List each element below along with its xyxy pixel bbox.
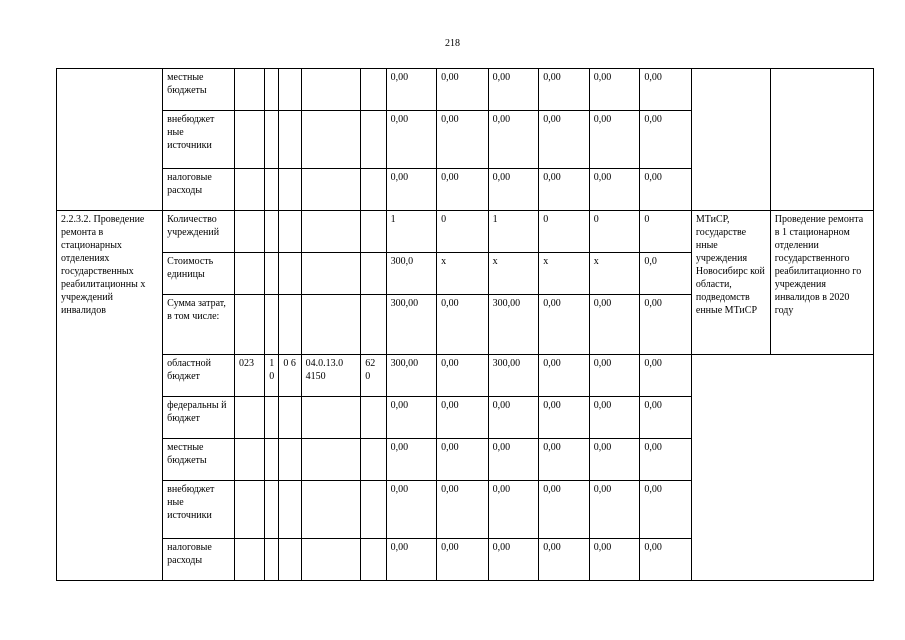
budget-code-cell xyxy=(361,539,386,581)
budget-code-cell xyxy=(279,69,301,111)
value-cell: 0,00 xyxy=(437,295,489,355)
budget-code-cell xyxy=(301,69,361,111)
value-cell: 0,00 xyxy=(589,355,640,397)
budget-code-cell xyxy=(279,253,301,295)
value-cell: 0,00 xyxy=(488,69,539,111)
budget-code-cell xyxy=(265,253,279,295)
value-cell: 0,00 xyxy=(437,69,489,111)
value-cell: 0,00 xyxy=(640,69,692,111)
value-cell: x xyxy=(589,253,640,295)
budget-code-cell xyxy=(301,397,361,439)
budget-code-cell xyxy=(361,253,386,295)
executor-result-empty-cell xyxy=(691,355,873,581)
value-cell: 0,00 xyxy=(386,439,437,481)
value-cell: 0,00 xyxy=(589,539,640,581)
value-cell: 0,00 xyxy=(589,295,640,355)
value-cell: 0 xyxy=(437,211,489,253)
budget-code-cell xyxy=(265,69,279,111)
budget-code-cell xyxy=(279,295,301,355)
budget-code-cell xyxy=(234,169,264,211)
value-cell: 0 xyxy=(640,211,692,253)
value-cell: 0,00 xyxy=(437,439,489,481)
value-cell: 0,00 xyxy=(589,169,640,211)
value-cell: x xyxy=(539,253,590,295)
value-cell: 0,00 xyxy=(386,111,437,169)
budget-code-cell xyxy=(361,295,386,355)
budget-code-cell xyxy=(301,169,361,211)
budget-code-cell xyxy=(265,211,279,253)
value-cell: 1 xyxy=(488,211,539,253)
value-cell: 0 xyxy=(539,211,590,253)
value-cell: 0 xyxy=(589,211,640,253)
value-cell: 0,0 xyxy=(640,253,692,295)
budget-code-cell xyxy=(361,69,386,111)
value-cell: 0,00 xyxy=(589,481,640,539)
value-cell: 0,00 xyxy=(437,397,489,439)
budget-code-cell: 62 0 xyxy=(361,355,386,397)
value-cell: 300,00 xyxy=(488,355,539,397)
value-cell: 300,00 xyxy=(386,355,437,397)
value-cell: 0,00 xyxy=(488,439,539,481)
budget-code-cell xyxy=(234,69,264,111)
executor-cell: МТиСР, государстве нные учреждения Новосибирс кой области, подведомств енные МТиСР xyxy=(691,211,770,355)
budget-code-cell xyxy=(265,539,279,581)
value-cell: 0,00 xyxy=(386,481,437,539)
budget-code-cell xyxy=(234,111,264,169)
value-cell: 0,00 xyxy=(640,439,692,481)
budget-code-cell xyxy=(279,439,301,481)
row-label: местные бюджеты xyxy=(163,439,235,481)
budget-code-cell xyxy=(361,439,386,481)
budget-code-cell xyxy=(234,295,264,355)
table-row xyxy=(57,211,874,253)
value-cell: 0,00 xyxy=(488,169,539,211)
table-body xyxy=(57,69,874,581)
value-cell: 0,00 xyxy=(640,295,692,355)
value-cell: 0,00 xyxy=(386,397,437,439)
value-cell: 0,00 xyxy=(640,481,692,539)
value-cell: 0,00 xyxy=(437,111,489,169)
budget-code-cell: 0 6 xyxy=(279,355,301,397)
budget-code-cell xyxy=(301,211,361,253)
value-cell: 0,00 xyxy=(589,397,640,439)
row-label: внебюджет ные источники xyxy=(163,111,235,169)
value-cell: 0,00 xyxy=(640,355,692,397)
value-cell: 0,00 xyxy=(640,111,692,169)
value-cell: 0,00 xyxy=(539,111,590,169)
row-label: налоговые расходы xyxy=(163,169,235,211)
budget-code-cell xyxy=(301,539,361,581)
row-label: федеральны й бюджет xyxy=(163,397,235,439)
budget-code-cell xyxy=(265,169,279,211)
row-label: Сумма затрат, в том числе: xyxy=(163,295,235,355)
measure-name-cell: 2.2.3.2. Проведение ремонта в стационарных отделениях государственных реабилитационны х учреждений инвалидов xyxy=(57,211,163,581)
value-cell: 0,00 xyxy=(539,397,590,439)
budget-code-cell xyxy=(361,481,386,539)
value-cell: 0,00 xyxy=(539,439,590,481)
value-cell: 0,00 xyxy=(539,295,590,355)
budget-code-cell: 1 0 xyxy=(265,355,279,397)
value-cell: 1 xyxy=(386,211,437,253)
prev-result-cell xyxy=(770,69,873,211)
value-cell: 0,00 xyxy=(386,169,437,211)
value-cell: 0,00 xyxy=(437,355,489,397)
value-cell: 0,00 xyxy=(386,69,437,111)
value-cell: x xyxy=(488,253,539,295)
value-cell: 0,00 xyxy=(640,169,692,211)
value-cell: 0,00 xyxy=(488,111,539,169)
row-label: внебюджет ные источники xyxy=(163,481,235,539)
budget-table xyxy=(56,68,874,581)
value-cell: 0,00 xyxy=(539,539,590,581)
prev-measure-name-cell xyxy=(57,69,163,211)
budget-code-cell: 023 xyxy=(234,355,264,397)
value-cell: 0,00 xyxy=(437,539,489,581)
row-label: Стоимость единицы xyxy=(163,253,235,295)
budget-code-cell xyxy=(265,481,279,539)
value-cell: 0,00 xyxy=(539,481,590,539)
budget-code-cell xyxy=(279,481,301,539)
budget-code-cell xyxy=(234,397,264,439)
budget-code-cell xyxy=(301,295,361,355)
value-cell: 0,00 xyxy=(640,397,692,439)
value-cell: 0,00 xyxy=(640,539,692,581)
budget-code-cell xyxy=(265,295,279,355)
table-row xyxy=(57,69,874,111)
budget-code-cell xyxy=(265,397,279,439)
row-label: налоговые расходы xyxy=(163,539,235,581)
budget-code-cell xyxy=(301,481,361,539)
value-cell: 0,00 xyxy=(539,69,590,111)
result-cell: Проведение ремонта в 1 стационарном отделении государственного реабилитационно го учреждения инвалидов в 2020 году xyxy=(770,211,873,355)
budget-code-cell xyxy=(279,539,301,581)
budget-code-cell xyxy=(361,169,386,211)
budget-code-cell xyxy=(301,439,361,481)
value-cell: 0,00 xyxy=(437,481,489,539)
value-cell: 300,0 xyxy=(386,253,437,295)
value-cell: x xyxy=(437,253,489,295)
budget-code-cell xyxy=(301,253,361,295)
budget-code-cell xyxy=(279,211,301,253)
budget-code-cell xyxy=(279,397,301,439)
value-cell: 0,00 xyxy=(539,355,590,397)
budget-code-cell xyxy=(265,439,279,481)
budget-code-cell xyxy=(234,481,264,539)
budget-code-cell xyxy=(279,111,301,169)
page-number: 218 xyxy=(445,38,460,49)
budget-code-cell xyxy=(301,111,361,169)
budget-code-cell xyxy=(234,211,264,253)
value-cell: 300,00 xyxy=(386,295,437,355)
budget-code-cell xyxy=(234,439,264,481)
budget-code-cell xyxy=(234,539,264,581)
row-label: местные бюджеты xyxy=(163,69,235,111)
value-cell: 0,00 xyxy=(488,397,539,439)
value-cell: 0,00 xyxy=(437,169,489,211)
budget-code-cell xyxy=(234,253,264,295)
value-cell: 0,00 xyxy=(589,111,640,169)
row-label: Количество учреждений xyxy=(163,211,235,253)
budget-code-cell xyxy=(265,111,279,169)
value-cell: 0,00 xyxy=(589,439,640,481)
value-cell: 0,00 xyxy=(589,69,640,111)
value-cell: 300,00 xyxy=(488,295,539,355)
table-row xyxy=(57,355,874,397)
budget-code-cell: 04.0.13.0 4150 xyxy=(301,355,361,397)
prev-executor-cell xyxy=(691,69,770,211)
row-label: областной бюджет xyxy=(163,355,235,397)
budget-code-cell xyxy=(279,169,301,211)
budget-code-cell xyxy=(361,111,386,169)
value-cell: 0,00 xyxy=(488,539,539,581)
value-cell: 0,00 xyxy=(539,169,590,211)
value-cell: 0,00 xyxy=(386,539,437,581)
budget-code-cell xyxy=(361,211,386,253)
value-cell: 0,00 xyxy=(488,481,539,539)
budget-code-cell xyxy=(361,397,386,439)
